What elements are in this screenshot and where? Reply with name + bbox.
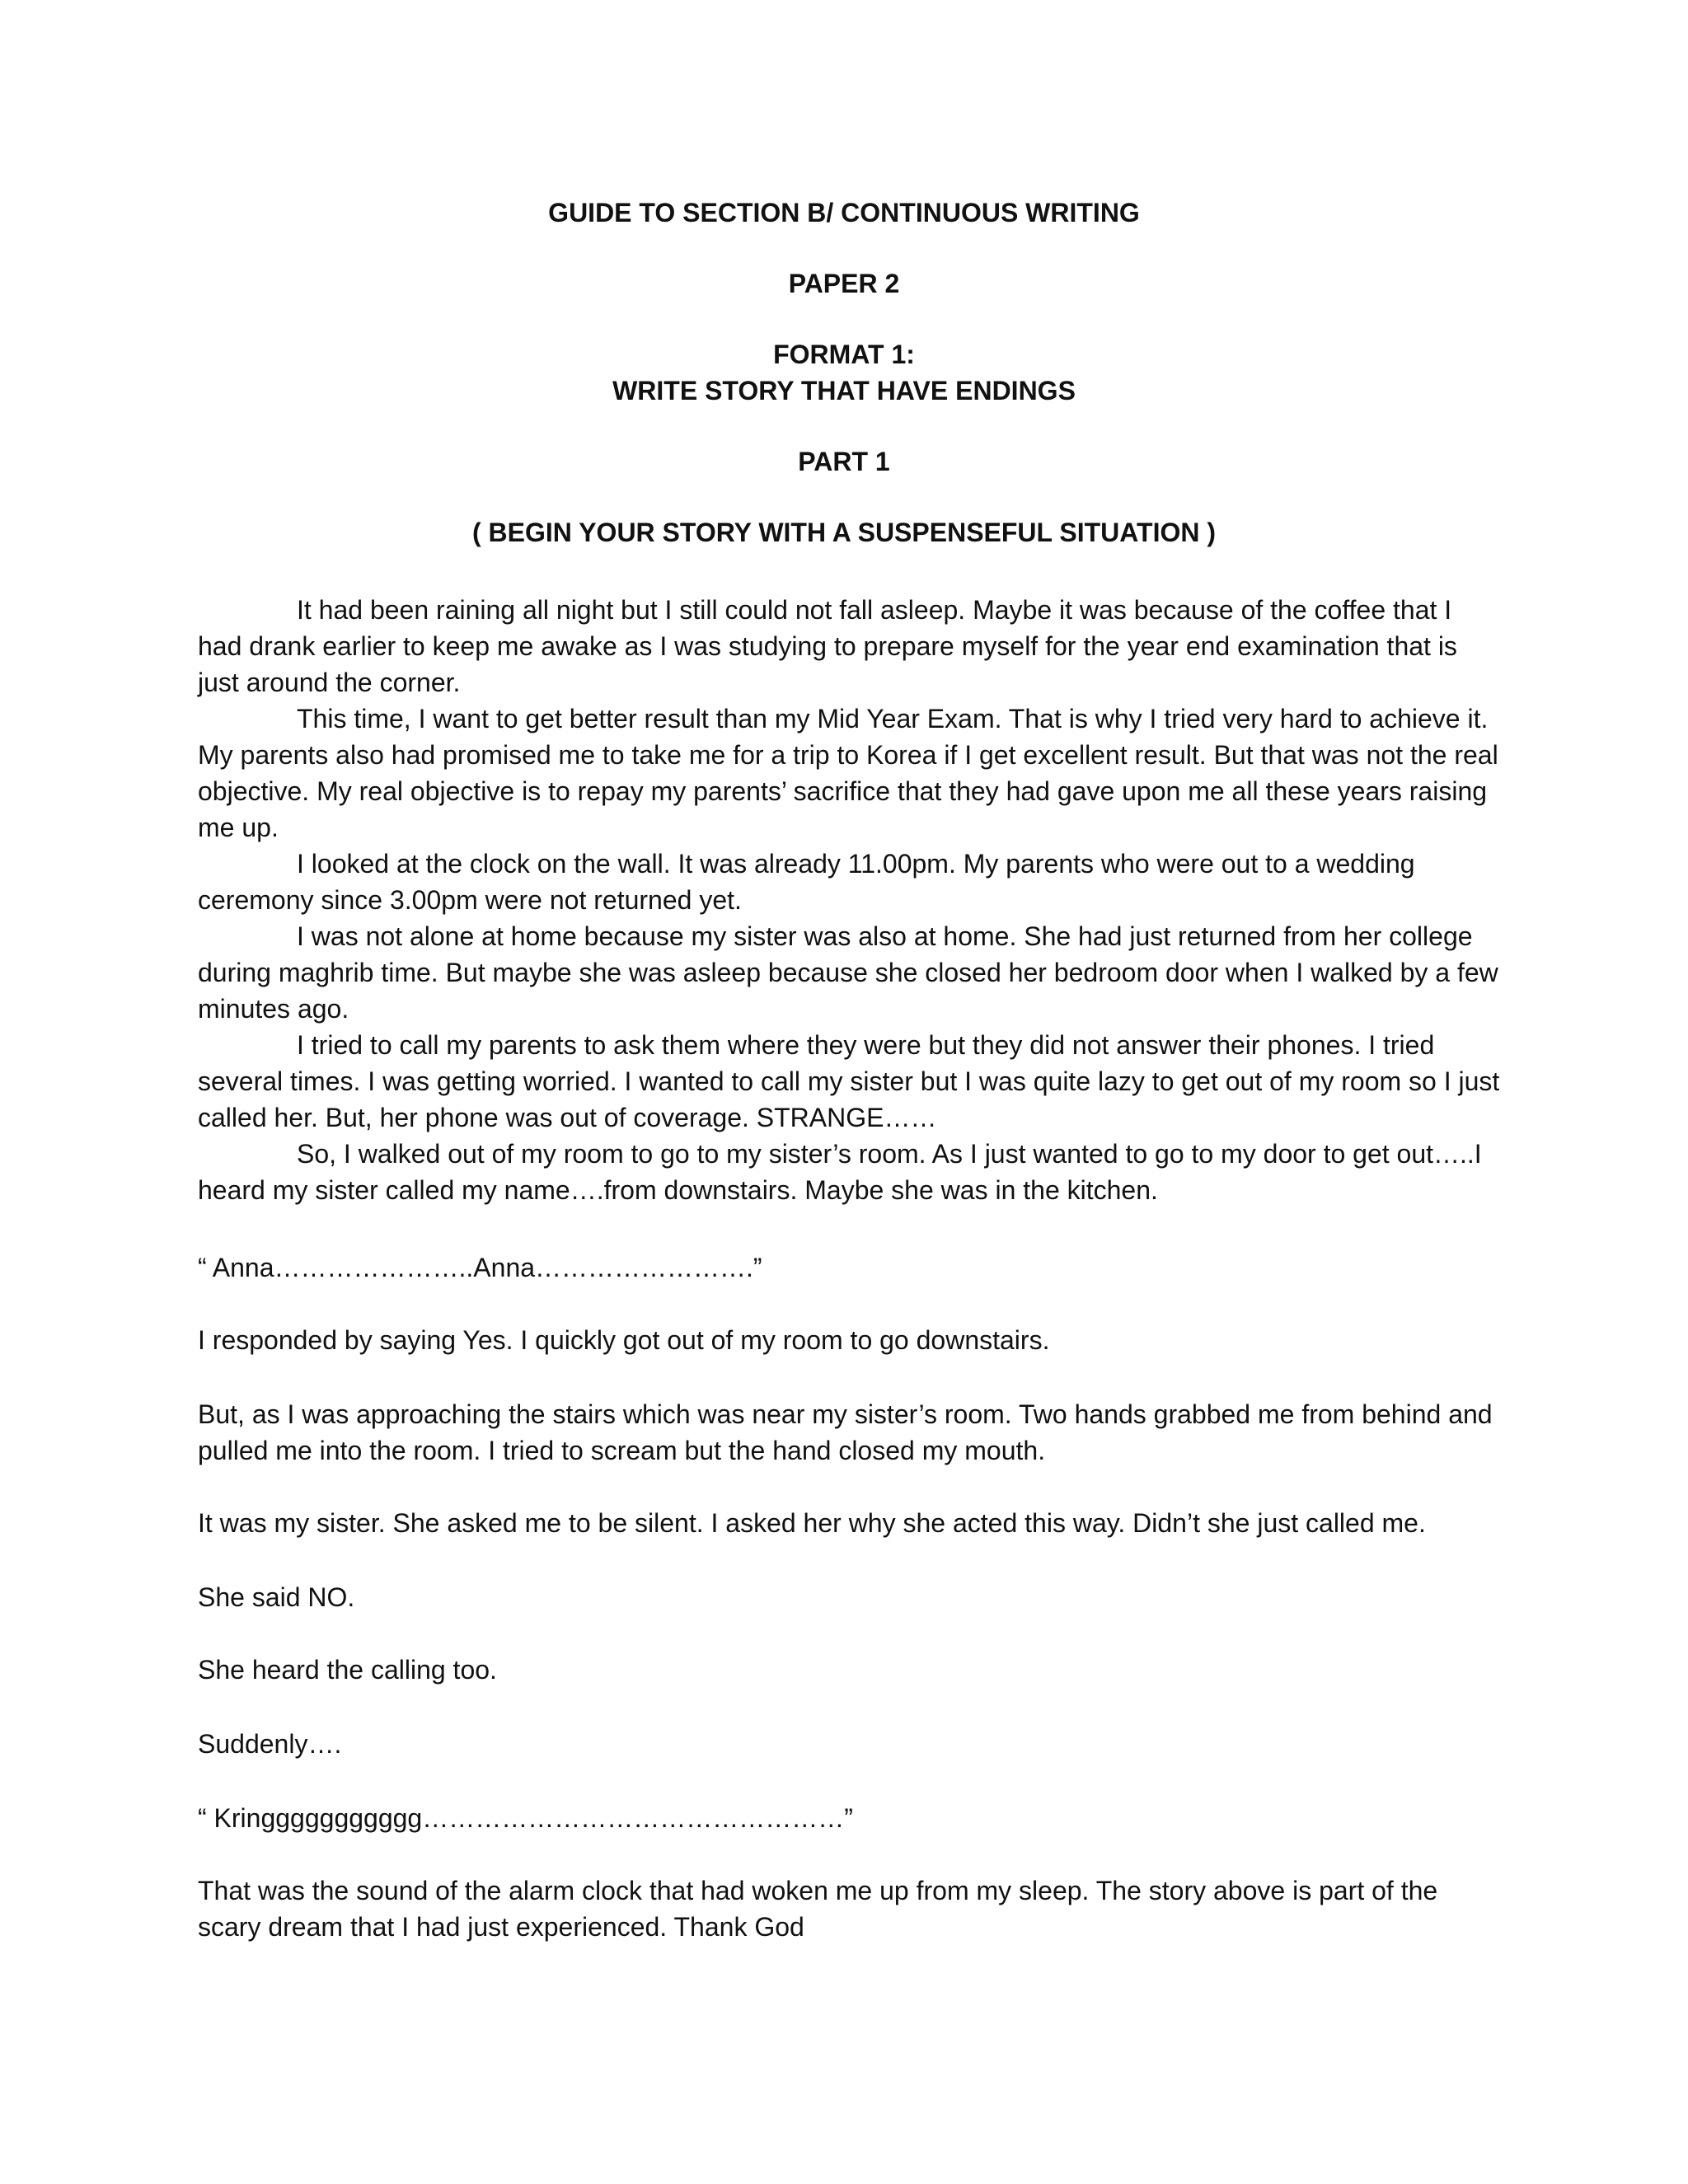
- story-body: [198, 592, 1500, 1208]
- dialogue-anna: “ Anna…………………..Anna…………………….”: [198, 1253, 762, 1282]
- story-paragraph: I tried to call my parents to ask them where they were but they did not answer their phones. I tried several times. I was getting worried. I wanted to call my sister but I was quite lazy to get out of my room so I just called her. But, her phone was out of coverage. STRANGE……: [198, 1030, 1500, 1132]
- story-line-she-said-no: She said NO.: [198, 1582, 355, 1612]
- alarm-sound: “ Kringgggggggggg…………………………………………”: [198, 1803, 853, 1833]
- story-ending: That was the sound of the alarm clock that had woken me up from my sleep. The story above is part of the scary dream that I had just experienced. Thank God: [198, 1876, 1438, 1942]
- story-paragraph-stairs: But, as I was approaching the stairs which was near my sister’s room. Two hands grabbed me from behind and pulled me into the room. I tried to scream but the hand closed my mouth.: [198, 1399, 1493, 1465]
- story-paragraph: It had been raining all night but I still could not fall asleep. Maybe it was because of the coffee that I had drank earlier to keep me awake as I was studying to prepare myself for the year end examination that is just around the corner.: [198, 595, 1457, 697]
- story-paragraph: So, I walked out of my room to go to my sister’s room. As I just wanted to go to my door to get out…..I heard my sister called my name….from downstairs. Maybe she was in the kitchen.: [198, 1139, 1482, 1205]
- story-paragraph: I looked at the clock on the wall. It was already 11.00pm. My parents who were out to a wedding ceremony since 3.00pm were not returned yet.: [198, 849, 1415, 915]
- story-paragraph-sister-silent: It was my sister. She asked me to be silent. I asked her why she acted this way. Didn’t she just called me.: [198, 1508, 1426, 1538]
- format-subtitle: WRITE STORY THAT HAVE ENDINGS: [612, 376, 1076, 405]
- story-line-heard-calling: She heard the calling too.: [198, 1655, 497, 1685]
- story-paragraph-responded: I responded by saying Yes. I quickly got out of my room to go downstairs.: [198, 1325, 1050, 1355]
- format-heading: FORMAT 1:: [773, 340, 915, 369]
- document-title: GUIDE TO SECTION B/ CONTINUOUS WRITING: [548, 198, 1140, 227]
- paper-heading: PAPER 2: [788, 269, 900, 298]
- story-paragraph: This time, I want to get better result than my Mid Year Exam. That is why I tried very hard to achieve it. My parents also had promised me to take me for a trip to Korea if I get excellent result. But that was not the real objective. My real objective is to repay my parents’ sacrifice that they had gave upon me all these years raising me up.: [198, 704, 1498, 842]
- story-line-suddenly: Suddenly….: [198, 1729, 342, 1759]
- instruction-heading: ( BEGIN YOUR STORY WITH A SUSPENSEFUL SITUATION ): [472, 518, 1216, 547]
- story-paragraph: I was not alone at home because my sister was also at home. She had just returned from her college during maghrib time. But maybe she was asleep because she closed her bedroom door when I walked by a few minutes ago.: [198, 921, 1498, 1024]
- part-heading: PART 1: [798, 447, 890, 476]
